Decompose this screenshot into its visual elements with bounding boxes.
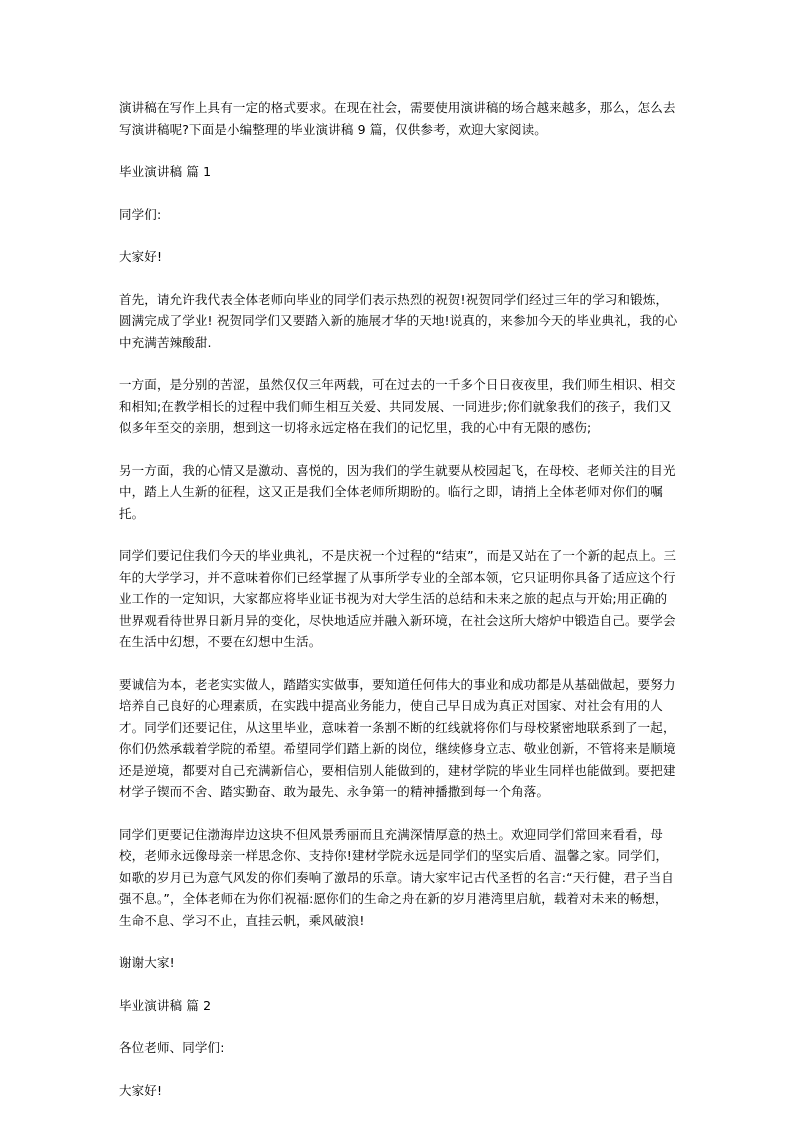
section-1-greeting: 大家好! [119, 249, 163, 264]
section-2-salutation: 各位老师、同学们: [119, 1040, 225, 1055]
section-1-paragraph-6: 同学们更要记住渤海岸边这块不但风景秀丽而且充满深情厚意的热土。欢迎同学们常回来看看，母校，老师永远像母亲一样思念你、支持你!建材学院永远是同学们的坚实后盾、温馨之家。同学们，如歌的岁月已为意气风发的你们奏响了激昂的乐章。请大家牢记古代圣哲的名言:“天行健，君子当自强不息。”，全体老师在为你们祝福:愿你们的生命之舟在新的岁月港湾里启航，载着对未来的畅想，生命不息、学习不止，直挂云帆，乘风破浪! [119, 826, 674, 928]
document-body [119, 97, 679, 1101]
intro-paragraph: 演讲稿在写作上具有一定的格式要求。在现在社会，需要使用演讲稿的场合越来越多，那么，怎么去写演讲稿呢?下面是小编整理的毕业演讲稿 9 篇，仅供参考，欢迎大家阅读。 [119, 100, 676, 137]
section-1-paragraph-1: 首先，请允许我代表全体老师向毕业的同学们表示热烈的祝贺!祝贺同学们经过三年的学习和锻炼，圆满完成了学业! 祝贺同学们又要踏入新的施展才华的天地!说真的，来参加今天的毕业典礼，我的心中充满苦辣酸甜. [119, 291, 678, 350]
section-1-paragraph-2: 一方面，是分别的苦涩，虽然仅仅三年两载，可在过去的一千多个日日夜夜里，我们师生相识、相交和相知;在教学相长的过程中我们师生相互关爱、共同发展、一同进步;你们就象我们的孩子，我们又似多年至交的亲朋，想到这一切将永远定格在我们的记忆里，我的心中有无限的感伤; [119, 377, 676, 435]
section-2-title: 毕业演讲稿 篇 2 [119, 997, 212, 1013]
section-1-salutation: 同学们: [119, 206, 162, 222]
section-1-closing: 谢谢大家! [119, 955, 175, 970]
section-1-paragraph-3: 另一方面，我的心情又是激动、喜悦的，因为我们的学生就要从校园起飞，在母校、老师关注的目光中，踏上人生新的征程，这又正是我们全体老师所期盼的。临行之即，请捎上全体老师对你们的嘱托。 [119, 462, 676, 521]
section-1-title: 毕业演讲稿 篇 1 [119, 164, 212, 179]
section-1-paragraph-5: 要诚信为本，老老实实做人，踏踏实实做事，要知道任何伟大的事业和成功都是从基础做起，要努力培养自己良好的心理素质，在实践中提高业务能力，使自己早日成为真正对国家、对社会有用的人才。同学们还要记住，从这里毕业，意味着一条割不断的红线就将你们与母校紧密地联系到了一起，你们仍然承载着学院的希望。希望同学们踏上新的岗位，继续修身立志、敬业创新，不管将来是顺境还是逆境，都要对自己充满新信心，要相信别人能做到的，建材学院的毕业生同样也能做到。要把建材学子锲而不舍、踏实勤奋、敢为最先、永争第一的精神播撒到每一个角落。 [119, 676, 676, 799]
section-1-paragraph-4: 同学们要记住我们今天的毕业典礼，不是庆祝一个过程的“结束”，而是又站在了一个新的起点上。三年的大学学习，并不意味着你们已经掌握了从事所学专业的全部本领，它只证明你具备了适应这个行业工作的一定知识，大家都应将毕业证书视为对大学生活的总结和未来之旅的起点与开始;用正确的世界观看待世界日新月异的变化，尽快地适应并融入新环境，在社会这所大熔炉中锻造自己。要学会在生活中幻想，不要在幻想中生活。 [119, 548, 677, 649]
section-2-greeting: 大家好! [119, 1082, 163, 1098]
